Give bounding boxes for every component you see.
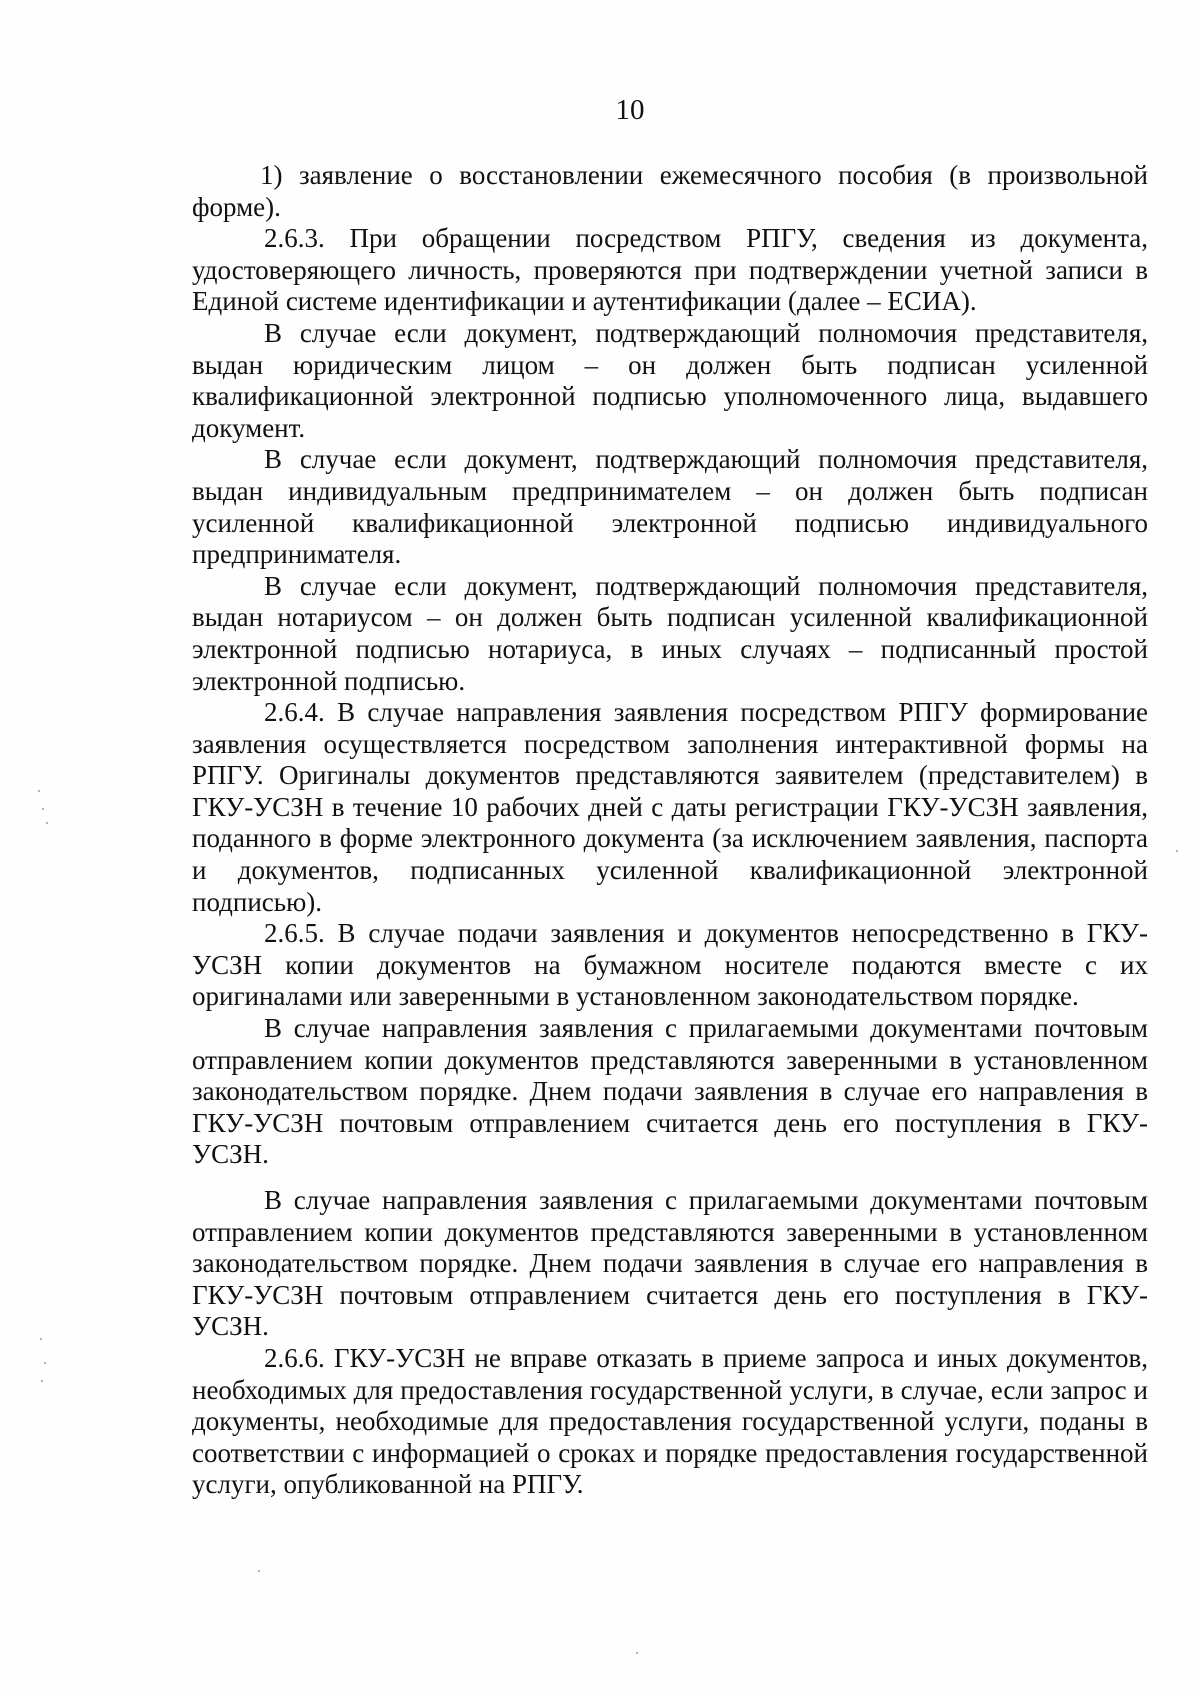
paragraph-postal-2: В случае направления заявления с прилагаемыми документами почтовым отправлением копии документов представляются заверенными в установленном законодательством порядке. Днем подачи заявления в случае его направления в ГКУ-УСЗН почтовым отправлением считается день его поступления в ГКУ-УСЗН.	[192, 1185, 1148, 1342]
scan-speck	[636, 1652, 638, 1654]
scan-speck	[44, 1362, 46, 1364]
paragraph-legal-entity: В случае если документ, подтверждающий полномочия представителя, выдан юридическим лицом – он должен быть подписан усиленной квалификационной электронной подписью уполномоченного лица, выдавшего документ.	[192, 317, 1148, 443]
paragraph-2-6-4: 2.6.4. В случае направления заявления посредством РПГУ формирование заявления осуществляется посредством заполнения интерактивной формы на РПГУ. Оригиналы документов представляются заявителем (представителем) в ГКУ-УСЗН в течение 10 рабочих дней с даты регистрации ГКУ-УСЗН заявления, поданного в форме электронного документа (за исключением заявления, паспорта и документов, подписанных усиленной квалификационной электронной подписью).	[192, 697, 1148, 917]
paragraph-individual-entrepreneur: В случае если документ, подтверждающий полномочия представителя, выдан индивидуальным предпринимателем – он должен быть подписан усиленной квалификационной электронной подписью индивидуального предпринимателя.	[192, 444, 1148, 570]
scan-speck	[42, 808, 44, 810]
paragraph-2-6-3: 2.6.3. При обращении посредством РПГУ, сведения из документа, удостоверяющего личность, проверяются при подтверждении учетной записи в Единой системе идентификации и аутентификации (далее – ЕСИА).	[192, 223, 1148, 317]
document-body	[192, 160, 1148, 1501]
paragraph-notary: В случае если документ, подтверждающий полномочия представителя, выдан нотариусом – он должен быть подписан усиленной квалификационной электронной подписью нотариуса, в иных случаях – подписанный простой электронной подписью.	[192, 570, 1148, 696]
scan-speck	[40, 1338, 42, 1340]
scan-speck	[41, 1380, 43, 1382]
paragraph-postal-1: В случае направления заявления с прилагаемыми документами почтовым отправлением копии документов представляются заверенными в установленном законодательством порядке. Днем подачи заявления в случае его направления в ГКУ-УСЗН почтовым отправлением считается день его поступления в ГКУ-УСЗН.	[192, 1013, 1148, 1170]
scan-speck	[46, 822, 48, 824]
paragraph-2-6-5: 2.6.5. В случае подачи заявления и документов непосредственно в ГКУ-УСЗН копии документов на бумажном носителе подаются вместе с их оригиналами или заверенными в установленном законодательством порядке.	[192, 918, 1148, 1012]
page-number: 10	[615, 94, 645, 126]
paragraph-list-item-1: 1) заявление о восстановлении ежемесячного пособия (в произвольной форме).	[192, 160, 1148, 222]
scan-speck	[258, 1570, 260, 1572]
scan-speck	[38, 790, 40, 792]
scan-speck	[1176, 850, 1178, 852]
paragraph-2-6-6: 2.6.6. ГКУ-УСЗН не вправе отказать в приеме запроса и иных документов, необходимых для предоставления государственной услуги, в случае, если запрос и документы, необходимые для предоставления государственной услуги, поданы в соответствии с информацией о сроках и порядке предоставления государственной услуги, опубликованной на РПГУ.	[192, 1342, 1148, 1500]
